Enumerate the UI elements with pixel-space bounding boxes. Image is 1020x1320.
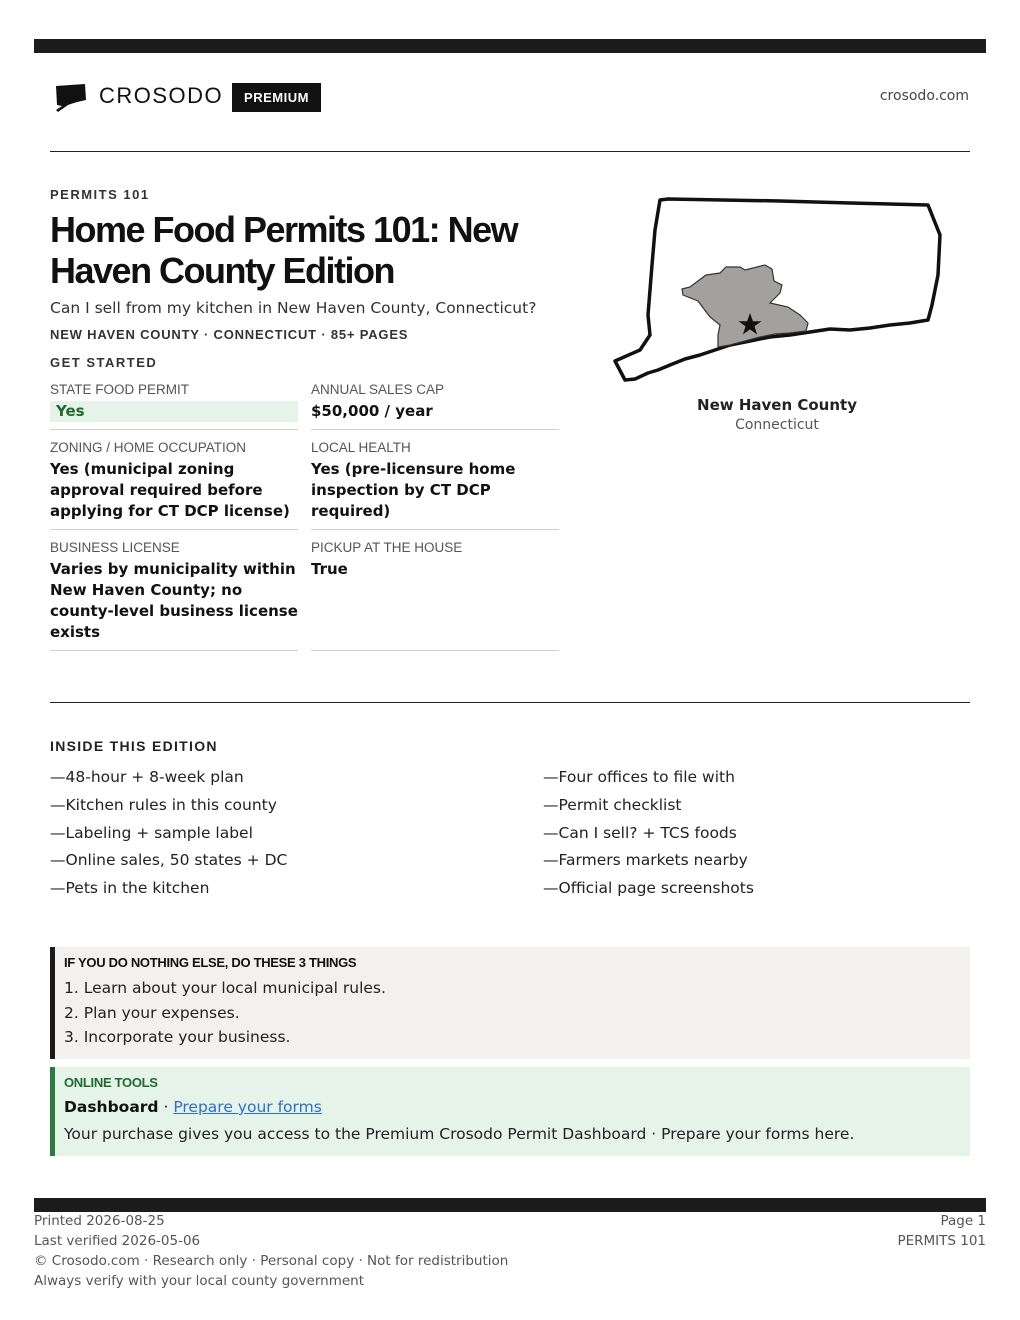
copyright-notice: © Crosodo.com · Research only · Personal copy · Not for redistribution (34, 1253, 509, 1269)
page-title: Home Food Permits 101: New Haven County Edition (50, 209, 518, 291)
printed-date: Printed 2026-08-25 (34, 1213, 165, 1229)
bottom-rule-bar (34, 1198, 986, 1212)
fact-zoning (50, 440, 298, 530)
fact-label: PICKUP AT THE HOUSE (311, 540, 463, 555)
callout-item: 2. Plan your expenses. (64, 1003, 240, 1022)
toc-left-column (50, 764, 287, 903)
verify-note: Always verify with your local county government (34, 1273, 364, 1289)
toc-item[interactable]: —48-hour + 8-week plan (50, 768, 244, 786)
fact-annual-sales-cap (311, 382, 559, 430)
fact-value: Varies by municipality within New Haven County; no county-level business license exists (50, 560, 298, 641)
link-separator: · (158, 1098, 174, 1116)
toc-item[interactable]: —Farmers markets nearby (543, 851, 748, 870)
fact-pickup (311, 540, 559, 651)
brand-name[interactable]: CROSODO (99, 83, 224, 108)
callout-item: 1. Learn about your local municipal rules. (64, 979, 386, 997)
map-state-label: Connecticut (735, 417, 819, 433)
top-rule-bar (34, 39, 986, 53)
get-started-heading: GET STARTED (50, 355, 158, 370)
fact-value: $50,000 / year (311, 402, 433, 420)
facts-grid (50, 382, 559, 661)
toc-item[interactable]: —Pets in the kitchen (50, 879, 210, 898)
inside-edition-heading: INSIDE THIS EDITION (50, 738, 218, 754)
fact-value-yes-badge: Yes (50, 401, 298, 422)
fact-value: True (311, 560, 348, 578)
footer-section-name: PERMITS 101 (897, 1233, 986, 1249)
map-county-label: New Haven County (697, 396, 857, 414)
callout-title: IF YOU DO NOTHING ELSE, DO THESE 3 THINGS (64, 955, 357, 970)
fact-value: Yes (pre-licensure home inspection by CT DCP required) (311, 460, 516, 520)
fact-label: STATE FOOD PERMIT (50, 382, 190, 397)
page-number: Page 1 (940, 1213, 986, 1229)
footer-right (897, 1211, 986, 1251)
header-divider (50, 151, 970, 152)
callout-item: 3. Incorporate your business. (64, 1028, 291, 1046)
online-tools-title: ONLINE TOOLS (64, 1075, 158, 1090)
tools-description: Your purchase gives you access to the Premium Crosodo Permit Dashboard · Prepare your forms here. (64, 1125, 855, 1143)
page-subtitle: Can I sell from my kitchen in New Haven County, Connecticut? (50, 299, 537, 317)
prepare-forms-link[interactable]: Prepare your forms (173, 1098, 322, 1116)
fact-label: ZONING / HOME OCCUPATION (50, 440, 247, 455)
toc-item[interactable]: —Official page screenshots (543, 879, 754, 898)
connecticut-county-map (610, 195, 950, 395)
premium-badge: PREMIUM (232, 83, 321, 112)
connecticut-logo-icon (54, 80, 88, 114)
section-kicker: PERMITS 101 (50, 187, 150, 202)
online-tools-panel (50, 1067, 970, 1156)
section-divider (50, 702, 970, 703)
tools-links-row (64, 1096, 970, 1118)
fact-state-food-permit (50, 382, 298, 430)
fact-label: ANNUAL SALES CAP (311, 382, 445, 397)
three-things-callout (50, 947, 970, 1059)
edition-meta: NEW HAVEN COUNTY · CONNECTICUT · 85+ PAGES (50, 327, 409, 342)
toc-item[interactable]: —Online sales, 50 states + DC (50, 851, 288, 870)
fact-label: BUSINESS LICENSE (50, 540, 180, 555)
verified-date: Last verified 2026-05-06 (34, 1233, 201, 1249)
toc-item[interactable]: —Can I sell? + TCS foods (543, 823, 737, 842)
fact-value: Yes (municipal zoning approval required before applying for CT DCP license) (50, 460, 290, 520)
dashboard-label: Dashboard (64, 1098, 159, 1116)
footer-left (34, 1211, 508, 1291)
toc-right-column (543, 764, 754, 903)
fact-local-health (311, 440, 559, 530)
toc-item[interactable]: —Labeling + sample label (50, 823, 253, 842)
fact-business-license (50, 540, 298, 651)
toc-item[interactable]: —Permit checklist (543, 795, 682, 814)
fact-label: LOCAL HEALTH (311, 440, 411, 455)
toc-item[interactable]: —Four offices to file with (543, 768, 735, 786)
toc-item[interactable]: —Kitchen rules in this county (50, 795, 277, 814)
site-url[interactable]: crosodo.com (879, 88, 969, 104)
